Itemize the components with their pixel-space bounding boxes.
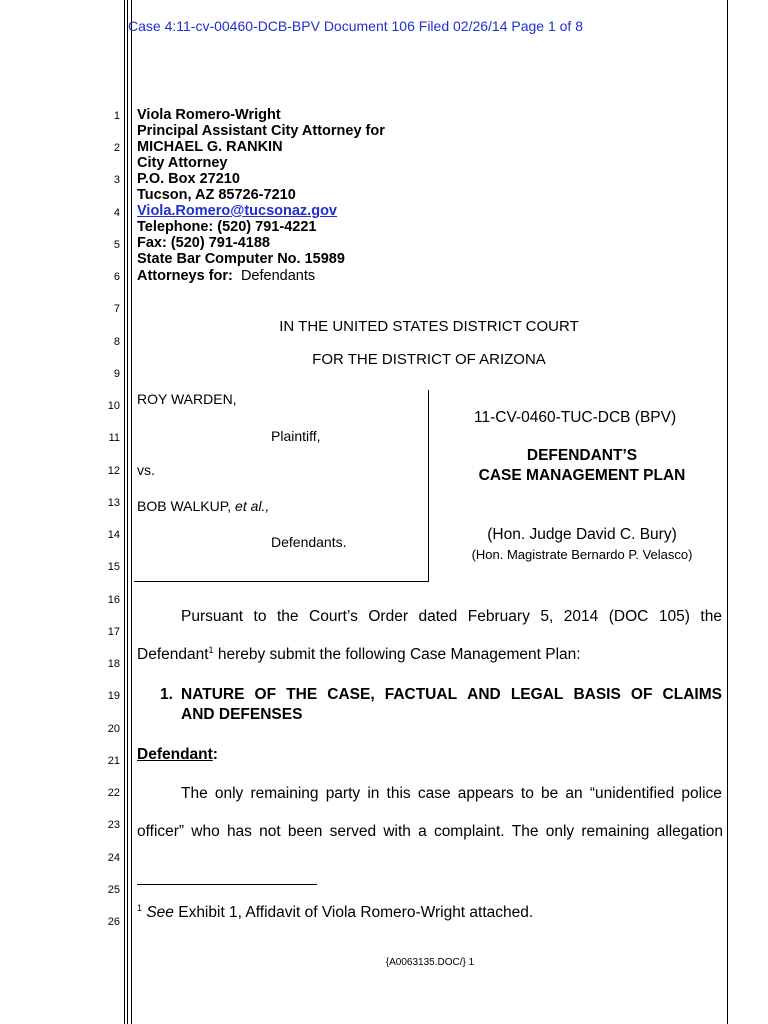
line-number: 10 [107,400,120,412]
word: CASE, [327,686,375,703]
word: the [700,608,722,625]
word: (DOC [608,608,649,625]
line-number: 18 [107,658,120,670]
filing-header-stamp: Case 4:11-cv-00460-DCB-BPV Document 106 Filed 02/26/14 Page 1 of 8 [128,18,583,34]
line-number: 24 [107,852,120,864]
fax: Fax: (520) 791-4188 [137,235,270,251]
line-number: 15 [107,561,120,573]
margin-rule-left-outer [124,0,125,1024]
footer-document-id: {A0063135.DOC/} 1 [385,957,475,968]
word: in [367,785,380,802]
word: to [520,785,534,802]
body-paragraph-2-line-2 [137,823,723,841]
word: THE [286,686,318,703]
line-number: 23 [107,819,120,831]
document-title-line1: DEFENDANT’S [526,447,638,464]
defendant-name-line [137,498,269,514]
line-number: 16 [107,594,120,606]
word: party [325,785,361,802]
word: served [329,823,377,840]
versus: vs. [137,462,155,478]
attorneys-for-label: Attorneys for: [137,268,233,284]
word: FACTUAL [384,686,458,703]
word: OF [254,686,277,703]
body-paragraph-1-line-1 [181,608,722,626]
defendant-role: Defendants. [271,534,347,550]
line-number: 26 [107,916,120,928]
line-number: 9 [113,368,120,380]
line-number: 1 [113,110,120,122]
word: an [565,785,583,802]
word: “unidentified [589,785,675,802]
word: AND [467,686,501,703]
word: February [467,608,530,625]
word: 2014 [563,608,599,625]
line-number: 3 [113,174,120,186]
section-1-heading-line-2: AND DEFENSES [181,706,303,723]
magistrate-judge: (Hon. Magistrate Bernardo P. Velasco) [471,547,693,562]
document-title-line2: CASE MANAGEMENT PLAN [478,467,686,484]
attorney-title: Principal Assistant City Attorney for [137,123,385,139]
plaintiff-name: ROY WARDEN, [137,391,237,407]
attorney-name: Viola Romero-Wright [137,107,281,123]
word: LEGAL [510,686,564,703]
line-number: 20 [107,723,120,735]
word: Court’s [309,608,358,625]
attorneys-for-value: Defendants [240,268,316,284]
word: not [259,823,281,840]
word: to [253,608,267,625]
word: remaining [250,785,319,802]
word: 105) [658,608,690,625]
paragraph-continuation: hereby submit the following Case Management Plan: [213,646,581,663]
word: 5, [540,608,554,625]
word: be [541,785,559,802]
margin-rule-right [727,0,728,1024]
word: has [226,823,252,840]
word: OF [630,686,653,703]
line-number: 17 [107,626,120,638]
word: a [418,823,427,840]
body-paragraph-1-line-2 [137,646,581,664]
section-1-heading-line-1 [181,686,722,704]
word: BASIS [573,686,621,703]
attorneys-for-line [137,268,315,284]
word: this [386,785,411,802]
word: complaint. [433,823,505,840]
word: with [383,823,411,840]
court-district: FOR THE DISTRICT OF ARIZONA [312,351,546,368]
defendant-heading-text: Defendant [137,746,213,763]
footnote-see: See [146,904,174,921]
word: been [287,823,323,840]
presiding-judge: (Hon. Judge David C. Bury) [487,526,677,543]
margin-rule-left-inner [127,0,128,1024]
word: Pursuant [181,608,244,625]
line-number: 22 [107,787,120,799]
line-number: 25 [107,884,120,896]
body-paragraph-2-line-1 [181,785,722,803]
caption-bottom-rule [134,581,429,582]
attorney-email-link[interactable]: Viola.Romero@tucsonaz.gov [137,203,337,219]
footnote-number: 1 [137,902,143,913]
word: the [276,608,299,625]
telephone: Telephone: (520) 791-4221 [137,219,317,235]
line-number: 4 [113,207,120,219]
word: The [511,823,539,840]
word: remaining [581,823,650,840]
line-number: 13 [107,497,120,509]
line-number: 21 [107,755,120,767]
line-number: 2 [113,142,120,154]
court-name: IN THE UNITED STATES DISTRICT COURT [279,318,579,335]
word: officer” [137,823,185,840]
city-attorney-title: City Attorney [137,155,228,171]
section-1-number: 1. [160,686,173,703]
footnote-reference: 1 [208,644,214,655]
word: appears [457,785,514,802]
city-attorney-name: MICHAEL G. RANKIN [137,139,283,155]
line-number: 14 [107,529,120,541]
defendant-heading-colon: : [212,746,218,763]
caption-divider [428,390,429,582]
line-number: 6 [113,271,120,283]
word: case [417,785,451,802]
line-number: 19 [107,690,120,702]
defendant-et-al: et al., [235,498,270,514]
footnote-separator [137,884,317,885]
plaintiff-role: Plaintiff, [271,428,321,444]
word: dated [418,608,458,625]
margin-rule-left-third [131,0,132,1024]
defendant-name: BOB WALKUP, [137,498,232,514]
footnote [137,904,533,922]
po-box: P.O. Box 27210 [137,171,240,187]
word: police [681,785,722,802]
word: only [545,823,575,840]
word: allegation [656,823,723,840]
line-number: 5 [113,239,120,251]
word: who [191,823,220,840]
line-number: 11 [108,432,120,444]
state-bar-number: State Bar Computer No. 15989 [137,251,345,267]
line-number: 7 [113,303,120,315]
word: NATURE [181,686,245,703]
word: The [181,785,208,802]
word: only [214,785,244,802]
word: Order [368,608,408,625]
word: CLAIMS [662,686,722,703]
line-number: 8 [113,336,120,348]
case-number: 11-CV-0460-TUC-DCB (BPV) [474,409,677,426]
defendant-heading [137,746,218,764]
city-state-zip: Tucson, AZ 85726-7210 [137,187,296,203]
footnote-text: Exhibit 1, Affidavit of Viola Romero-Wright attached. [173,904,534,921]
line-number: 12 [107,465,120,477]
defendant-word: Defendant [137,646,209,663]
